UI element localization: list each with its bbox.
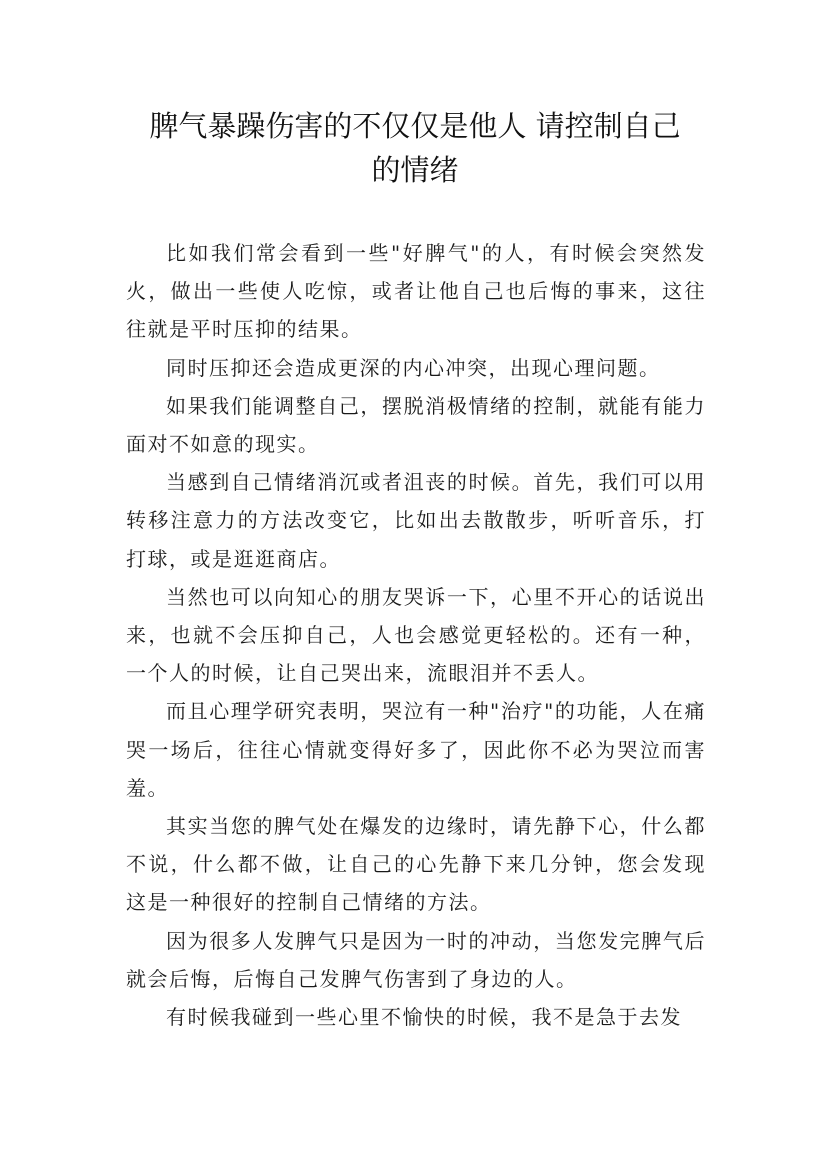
paragraph: 比如我们常会看到一些"好脾气"的人，有时候会突然发火，做出一些使人吃惊，或者让他自己也后悔的事来，这往往就是平时压抑的结果。 [126, 241, 706, 342]
paragraph: 当感到自己情绪消沉或者沮丧的时候。首先，我们可以用转移注意力的方法改变它，比如出去散散步，听听音乐，打打球，或是逛逛商店。 [126, 470, 706, 571]
paragraph: 有时候我碰到一些心里不愉快的时候，我不是急于去发 [166, 1005, 682, 1030]
paragraph: 因为很多人发脾气只是因为一时的冲动，当您发完脾气后就会后悔，后悔自己发脾气伤害到了身边的人。 [126, 928, 706, 991]
paragraph: 同时压抑还会造成更深的内心冲突，出现心理问题。 [166, 355, 661, 380]
title-line-1: 脾气暴躁伤害的不仅仅是他人 请控制自己 [149, 109, 681, 143]
paragraph: 当然也可以向知心的朋友哭诉一下，心里不开心的话说出来，也就不会压抑自己，人也会感觉更轻松的。还有一种，一个人的时候，让自己哭出来，流眼泪并不丢人。 [126, 584, 706, 686]
document-body [126, 234, 706, 1036]
paragraph: 其实当您的脾气处在爆发的边缘时，请先静下心，什么都不说，什么都不做，让自己的心先静下来几分钟，您会发现这是一种很好的控制自己情绪的方法。 [126, 814, 706, 915]
paragraph: 而且心理学研究表明，哭泣有一种"治疗"的功能，人在痛哭一场后，往往心情就变得好多了，因此你不必为哭泣而害羞。 [126, 699, 706, 800]
paragraph: 如果我们能调整自己，摆脱消极情绪的控制，就能有能力面对不如意的现实。 [126, 393, 706, 457]
title-line-2: 的情绪 [371, 153, 459, 187]
document-title [110, 104, 720, 192]
